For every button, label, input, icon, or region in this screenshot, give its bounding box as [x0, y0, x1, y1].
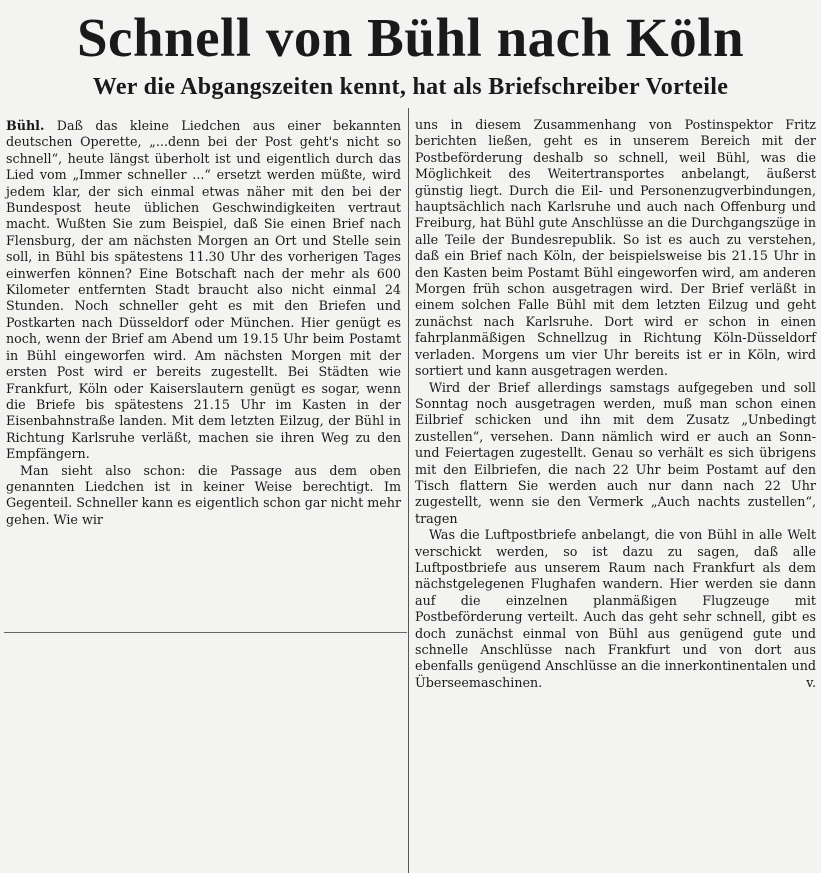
paragraph: Wird der Brief allerdings samstags aufgegeben und soll Sonntag noch ausgetragen werden, muß man schon einen Eilbrief schicken und ihn mit dem Zusatz „Unbedingt zustellen“, versehen. Dann nämlich wird er auch an Sonn- und Feiertagen zugestellt. Genau so verhält es sich übrigens mit den Eilbriefen, die nach 22 Uhr beim Postamt auf den Tisch flattern Sie werden auch nur dann nach 22 Uhr zugestellt, wenn sie den Vermerk „Auch nachts zustellen“, tragen — [415, 379, 816, 526]
paragraph-text: Was die Luftpostbriefe anbelangt, die von Bühl in alle Welt verschickt werden, so ist dazu zu sagen, daß alle Luftpostbriefe aus unserem Raum nach Frankfurt als dem nächstgelegenen Flughafen wandern. Hier werden sie dann auf die einzelnen planmäßigen Flugzeuge mit Postbeförderung verteilt. Auch das geht sehr schnell, gibt es doch zunächst einmal von Bühl aus genügend gute und schnelle Anschlüsse nach Frankfurt und von dort aus ebenfalls genügend Anschlüsse an die innerkontinentalen und Überseemaschinen. — [415, 527, 816, 690]
left-column — [6, 118, 401, 528]
paragraph-text: Daß das kleine Liedchen aus einer bekannten deutschen Operette, „...denn bei der Post geht's nicht so schnell“, heute längst überholt ist und eigentlich durch das Lied vom „Immer schneller ...“ ersetzt werden müßte, wird jedem klar, der sich einmal etwas näher mit den bei der Bundespost heute üblichen Geschwindigkeiten vertraut macht. Wußten Sie zum Beispiel, daß Sie einen Brief nach Flensburg, der am nächsten Morgen an Ort und Stelle sein soll, in Bühl bis spätestens 11.30 Uhr des vorherigen Tages einwerfen können? Eine Botschaft nach der mehr als 600 Kilometer entfernten Stadt braucht also nicht einmal 24 Stunden. Noch schneller geht es mit den Briefen und Postkarten nach Düsseldorf oder München. Hier genügt es noch, wenn der Brief am Abend um 19.15 Uhr beim Postamt in Bühl eingeworfen wird. Am nächsten Morgen mit der ersten Post wird er bereits zugestellt. Bei Städten wie Frankfurt, Köln oder Kaiserslautern genügt es sogar, wenn die Briefe bis spätestens 21.15 Uhr im Kasten in der Eisenbahnstraße landen. Mit dem letzten Eilzug, der Bühl in Richtung Karlsruhe verläßt, machen sie ihren Weg zu den Empfängern. — [6, 118, 401, 462]
paragraph — [6, 118, 401, 463]
paragraph — [415, 527, 816, 691]
column-divider — [408, 108, 409, 873]
right-column — [415, 117, 816, 691]
headline: Schnell von Bühl nach Köln — [76, 7, 745, 68]
paragraph: uns in diesem Zusammenhang von Postinspektor Fritz berichten ließen, geht es in unserem Bereich mit der Postbeförderung deshalb so schnell, weil Bühl, was die Möglichkeit des Weitertransportes anbelangt, äußerst günstig liegt. Durch die Eil- und Personenzugverbindungen, hauptsächlich nach Karlsruhe und auch nach Offenburg und Freiburg, hat Bühl gute Anschlüsse an die Durchgangszüge in alle Teile der Bundesrepublik. So ist es auch zu verstehen, daß ein Brief nach Köln, der beispielsweise bis 21.15 Uhr in den Kasten beim Postamt Bühl eingeworfen wird, am anderen Morgen früh schon ausgetragen wird. Der Brief verläßt in einem solchen Falle Bühl mit dem letzten Eilzug und geht zunächst nach Karlsruhe. Dort wird er schon in einen fahrplanmäßigen Schnellzug in Richtung Köln-Düsseldorf verladen. Morgens um vier Uhr bereits ist er in Köln, wird sortiert und kann ausgetragen werden. — [415, 117, 816, 379]
left-column-end-rule — [4, 632, 407, 633]
subheadline: Wer die Abgangszeiten kennt, hat als Briefschreiber Vorteile — [92, 74, 729, 100]
author-signature: v. — [806, 674, 816, 690]
dateline: Bühl. — [6, 118, 45, 133]
paragraph: Man sieht also schon: die Passage aus dem oben genannten Liedchen ist in keiner Weise berechtigt. Im Gegenteil. Schneller kann es eigentlich schon gar nicht mehr gehen. Wie wir — [6, 462, 402, 527]
